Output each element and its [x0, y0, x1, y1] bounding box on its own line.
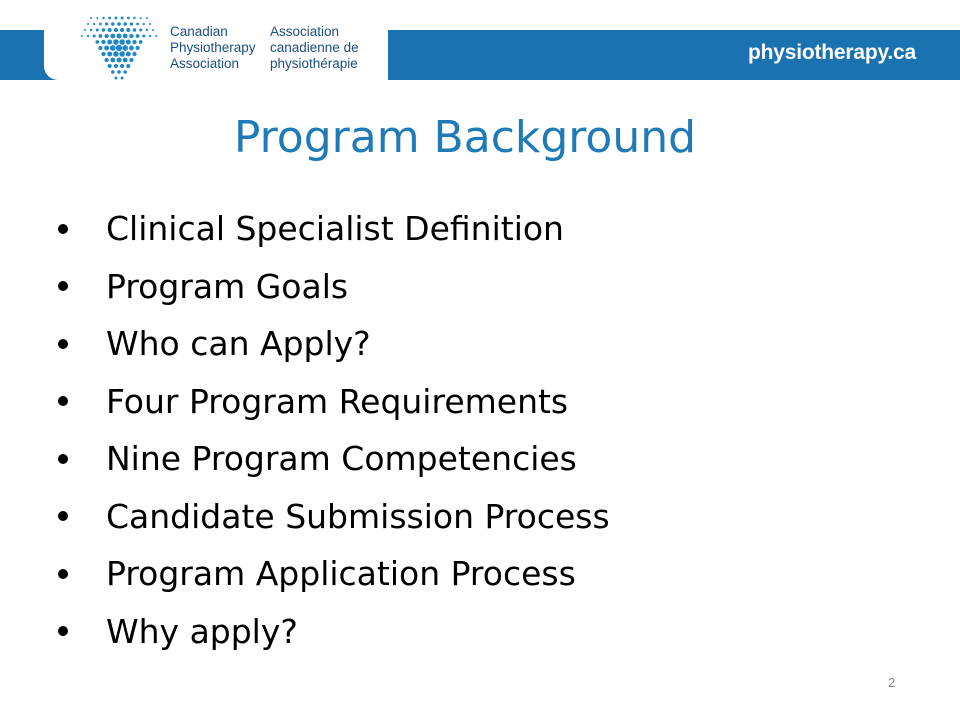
logo-dot — [108, 64, 112, 68]
logo-dot — [130, 22, 133, 25]
logo-dot — [114, 17, 117, 20]
bullet-item — [58, 603, 610, 661]
logo-dot — [114, 28, 118, 32]
logo-dot — [146, 17, 148, 19]
logo-panel — [58, 0, 388, 92]
logo-dot — [96, 17, 98, 19]
bullet-text: Four Program Requirements — [106, 381, 569, 421]
logo-dot — [99, 34, 103, 38]
header-band — [0, 0, 960, 92]
logo-dot — [123, 58, 128, 63]
logo-dot — [87, 35, 89, 37]
logo-dot — [132, 40, 136, 44]
logo-dot — [102, 28, 106, 32]
logo-dot — [104, 46, 109, 51]
logo-dot — [111, 70, 115, 74]
logo-dot — [143, 23, 145, 25]
org-name-fr-line: Association — [270, 24, 340, 39]
logo-dot — [95, 40, 99, 44]
logo-dot — [104, 34, 108, 38]
bullet-dot-icon — [58, 281, 68, 291]
logo-dot — [126, 64, 130, 68]
logo-dot — [120, 28, 124, 32]
logo-dot — [121, 77, 124, 80]
bullet-text: Program Application Process — [106, 554, 576, 594]
logo-dot — [107, 51, 112, 56]
logo-dot — [152, 29, 154, 31]
bullet-item — [58, 315, 610, 373]
logo-dot — [129, 58, 133, 62]
logo-dot — [142, 34, 145, 37]
logo-dot — [155, 35, 157, 37]
bullet-item — [58, 200, 610, 258]
bullet-text: Clinical Specialist Definition — [106, 209, 564, 249]
logo-dot — [107, 39, 112, 44]
logo-dot — [119, 51, 125, 57]
slide-title: Program Background — [233, 112, 697, 163]
logo-dot — [98, 46, 102, 50]
logo-dot — [149, 35, 151, 37]
org-name-fr-line: canadienne de — [270, 40, 359, 55]
logo-dot — [117, 70, 121, 74]
bullet-dot-icon — [58, 339, 68, 349]
logo-dot — [132, 52, 136, 56]
logo-dot — [110, 34, 115, 39]
bullet-dot-icon — [58, 224, 68, 234]
org-name-en-line: Canadian — [170, 24, 228, 39]
bullet-item — [58, 258, 610, 316]
logo-dot — [111, 22, 115, 26]
logo-dot — [114, 77, 117, 80]
logo-dot — [139, 40, 143, 44]
logo-dot — [104, 58, 108, 62]
bullet-text: Who can Apply? — [106, 324, 371, 364]
bullet-dot-icon — [58, 511, 68, 521]
logo-dot — [110, 45, 116, 51]
org-name-english — [170, 24, 262, 72]
logo-dot — [129, 46, 134, 51]
logo-dot — [126, 51, 131, 56]
bullet-item — [58, 488, 610, 546]
logo-dot — [136, 46, 140, 50]
org-name-en-line: Physiotherapy — [170, 40, 256, 55]
bullet-dot-icon — [58, 396, 68, 406]
bullet-item — [58, 373, 610, 431]
logo-dot — [139, 28, 142, 31]
org-name-fr-line: physiothérapie — [270, 56, 358, 71]
logo-dot — [90, 17, 92, 19]
logo-dot — [133, 17, 135, 19]
bullet-item — [58, 545, 610, 603]
logo-dot — [149, 23, 151, 25]
logo-dot — [102, 17, 104, 19]
logo-dot — [123, 34, 128, 39]
bullet-dot-icon — [58, 569, 68, 579]
bullet-text: Why apply? — [106, 611, 298, 651]
bullet-dot-icon — [58, 454, 68, 464]
logo-dot — [136, 34, 140, 38]
logo-dot — [140, 17, 142, 19]
logo-dot — [146, 29, 148, 31]
logo-dot — [101, 40, 105, 44]
logo-dot — [122, 45, 128, 51]
logo-dot — [123, 22, 127, 26]
logo-dot — [116, 45, 122, 51]
bullet-list — [58, 200, 610, 660]
bullet-text: Nine Program Competencies — [106, 439, 577, 479]
org-name-en-line: Association — [170, 56, 240, 71]
logo-dot — [93, 34, 96, 37]
logo-dot — [96, 28, 99, 31]
bullet-text: Candidate Submission Process — [106, 496, 610, 536]
logo-dot — [90, 29, 92, 31]
bullet-text: Program Goals — [106, 266, 349, 306]
logo-dot — [113, 51, 119, 57]
logo-dot — [120, 64, 124, 68]
logo-dot — [101, 52, 105, 56]
logo-dot — [121, 17, 124, 20]
logo-dot — [117, 58, 122, 63]
cpa-logo-icon — [76, 8, 162, 88]
logo-dot — [114, 64, 118, 68]
logo-dot — [127, 17, 130, 20]
logo-dot — [108, 28, 112, 32]
logo-dot — [113, 39, 119, 45]
bullet-item — [58, 430, 610, 488]
logo-dot — [129, 34, 133, 38]
logo-dot — [93, 23, 95, 25]
logo-dot — [81, 35, 83, 37]
logo-dot — [119, 39, 125, 45]
logo-dot — [123, 70, 127, 74]
logo-dot — [133, 28, 137, 32]
org-name-french — [270, 24, 390, 72]
logo-dot — [126, 28, 130, 32]
logo-dot — [110, 58, 115, 63]
logo-dot — [117, 34, 122, 39]
bullet-dot-icon — [58, 626, 68, 636]
logo-dot — [117, 22, 121, 26]
logo-dot — [136, 23, 139, 26]
logo-dot — [105, 22, 108, 25]
logo-dot — [87, 23, 89, 25]
logo-dot — [126, 39, 131, 44]
site-url[interactable]: physiotherapy.ca — [748, 41, 916, 64]
slide-number: 2 — [888, 675, 896, 690]
logo-dot — [99, 23, 102, 26]
logo-dot — [108, 17, 111, 20]
logo-dot — [84, 29, 86, 31]
